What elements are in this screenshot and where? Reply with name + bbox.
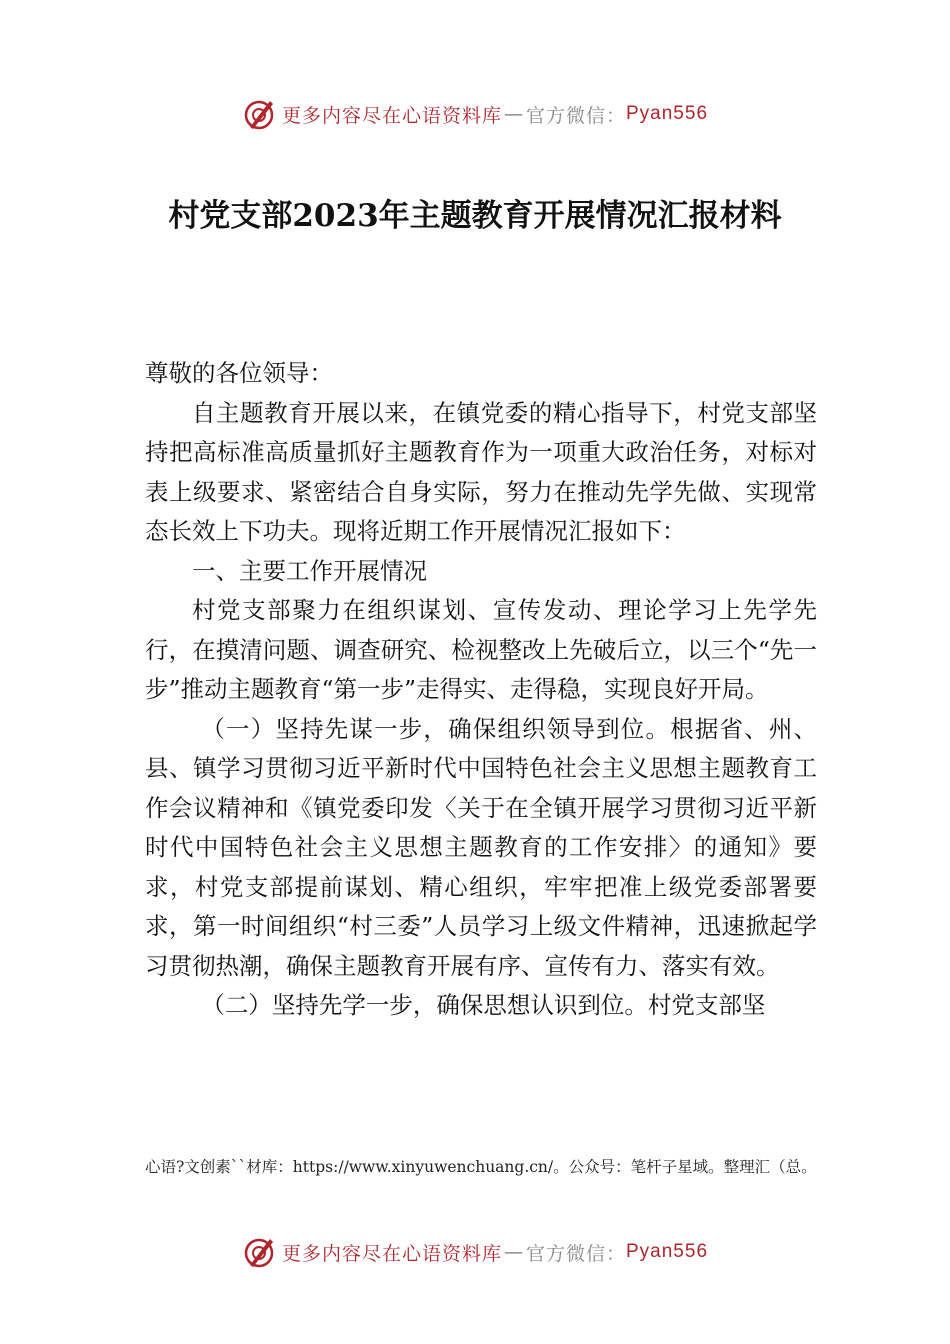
banner-wechat-label: 官方微信： <box>525 1242 626 1265</box>
section-heading: 一、主要工作开展情况 <box>192 556 427 585</box>
document-title: 村党支部2023年主题教育开展情况汇报材料 <box>168 198 782 234</box>
banner-wechat-label: 官方微信： <box>525 104 626 127</box>
footnote: 心语?文创素``材库：https://www.xinyuwenchuang.cn/。公众号：笔杆子星域。整理汇（总。 <box>145 1158 817 1176</box>
header-banner <box>0 92 950 136</box>
footer-banner <box>0 1230 950 1274</box>
paragraph-item-1: （一）坚持先谋一步，确保组织领导到位。根据省、州、县、镇学习贯彻习近平新时代中国特色社会主义思想主题教育工作会议精神和《镇党委印发〈关于在全镇开展学习贯彻习近平新时代中国特色社会主义思想主题教育的工作安排〉的通知》要求，村党支部提前谋划、精心组织，牢牢把准上级党委部署要求，第一时间组织“村三委”人员学习上级文件精神，迅速掀起学习贯彻热潮，确保主题教育开展有序、宣传有力、落实有效。 <box>145 714 817 980</box>
document-body <box>145 354 817 1026</box>
banner-separator: — <box>503 1241 524 1263</box>
paragraph-intro: 自主题教育开展以来，在镇党委的精心指导下，村党支部坚持把高标准高质量抓好主题教育作为一项重大政治任务，对标对表上级要求、紧密结合自身实际，努力在推动先学先做、实现常态长效上下功夫。现将近期工作开展情况汇报如下： <box>145 398 817 545</box>
banner-wechat-id: Pyan556 <box>626 103 709 124</box>
salutation: 尊敬的各位领导： <box>145 359 333 387</box>
banner-text: 更多内容尽在心语资料库 <box>281 1242 502 1265</box>
pen-logo-icon <box>242 97 276 131</box>
paragraph-item-2: （二）坚持先学一步，确保思想认识到位。村党支部坚 <box>201 991 766 1019</box>
banner-separator: — <box>503 103 524 125</box>
banner-wechat-id: Pyan556 <box>626 1241 709 1262</box>
pen-logo-icon <box>242 1235 276 1269</box>
paragraph-overview: 村党支部聚力在组织谋划、宣传发动、理论学习上先学先行，在摸清问题、调查研究、检视整改上先破后立，以三个“先一步”推动主题教育“第一步”走得实、走得稳，实现良好开局。 <box>145 596 817 703</box>
banner-text: 更多内容尽在心语资料库 <box>281 104 502 127</box>
